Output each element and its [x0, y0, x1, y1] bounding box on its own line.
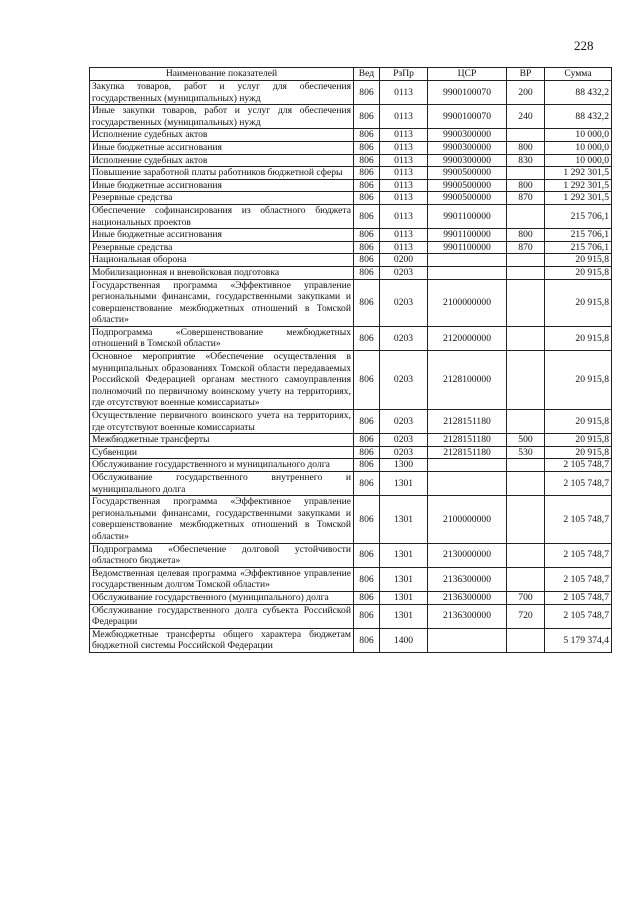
cell-rzpr: 0203 — [380, 266, 428, 279]
header-csr: ЦСР — [428, 68, 507, 81]
table-row — [90, 254, 612, 267]
cell-vr — [507, 410, 545, 434]
cell-rzpr: 0113 — [380, 154, 428, 167]
cell-csr: 2136300000 — [428, 604, 507, 628]
cell-sum: 20 915,8 — [545, 434, 612, 447]
cell-sum: 1 292 301,5 — [545, 192, 612, 205]
cell-sum: 20 915,8 — [545, 326, 612, 350]
cell-csr: 2136300000 — [428, 591, 507, 604]
header-row — [90, 68, 612, 81]
cell-sum: 20 915,8 — [545, 254, 612, 267]
cell-name: Иные бюджетные ассигнования — [90, 179, 354, 192]
cell-vr: 830 — [507, 154, 545, 167]
cell-rzpr: 1400 — [380, 628, 428, 652]
cell-csr — [428, 472, 507, 496]
cell-name: Обслуживание государственного и муниципального долга — [90, 459, 354, 472]
cell-sum: 2 105 748,7 — [545, 496, 612, 543]
cell-sum: 20 915,8 — [545, 266, 612, 279]
cell-rzpr: 0113 — [380, 105, 428, 129]
cell-sum: 215 706,1 — [545, 229, 612, 242]
cell-vr — [507, 279, 545, 326]
cell-ved: 806 — [354, 543, 380, 567]
table-row — [90, 434, 612, 447]
cell-sum: 10 000,0 — [545, 154, 612, 167]
cell-ved: 806 — [354, 410, 380, 434]
cell-csr: 2100000000 — [428, 496, 507, 543]
cell-csr: 2128151180 — [428, 434, 507, 447]
table-header — [90, 68, 612, 81]
cell-vr — [507, 167, 545, 180]
table-row — [90, 204, 612, 228]
cell-csr: 9900100070 — [428, 105, 507, 129]
cell-rzpr: 0113 — [380, 204, 428, 228]
cell-rzpr: 0113 — [380, 81, 428, 105]
cell-name: Ведомственная целевая программа «Эффективное управление государственным долгом Томской области» — [90, 567, 354, 591]
cell-sum: 2 105 748,7 — [545, 591, 612, 604]
cell-rzpr: 0113 — [380, 192, 428, 205]
cell-vr: 800 — [507, 229, 545, 242]
cell-sum: 2 105 748,7 — [545, 604, 612, 628]
cell-name: Межбюджетные трансферты общего характера бюджетам бюджетной системы Российской Федерации — [90, 628, 354, 652]
cell-vr — [507, 266, 545, 279]
cell-sum: 1 292 301,5 — [545, 167, 612, 180]
cell-vr — [507, 459, 545, 472]
cell-name: Обеспечение софинансирования из областного бюджета национальных проектов — [90, 204, 354, 228]
cell-csr — [428, 266, 507, 279]
table-row — [90, 472, 612, 496]
cell-ved: 806 — [354, 446, 380, 459]
cell-rzpr: 0113 — [380, 141, 428, 154]
cell-ved: 806 — [354, 434, 380, 447]
cell-rzpr: 0203 — [380, 326, 428, 350]
cell-ved: 806 — [354, 472, 380, 496]
cell-ved: 806 — [354, 591, 380, 604]
cell-name: Иные закупки товаров, работ и услуг для обеспечения государственных (муниципальных) нужд — [90, 105, 354, 129]
table-row — [90, 326, 612, 350]
cell-name: Повышение заработной платы работников бюджетной сферы — [90, 167, 354, 180]
cell-rzpr: 1301 — [380, 604, 428, 628]
cell-rzpr: 1301 — [380, 472, 428, 496]
cell-vr — [507, 204, 545, 228]
cell-sum: 88 432,2 — [545, 105, 612, 129]
cell-vr — [507, 567, 545, 591]
cell-rzpr: 0203 — [380, 434, 428, 447]
cell-name: Межбюджетные трансферты — [90, 434, 354, 447]
cell-rzpr: 1300 — [380, 459, 428, 472]
table-row — [90, 543, 612, 567]
table-row — [90, 567, 612, 591]
cell-sum: 2 105 748,7 — [545, 567, 612, 591]
cell-csr: 2128100000 — [428, 351, 507, 410]
header-name: Наименование показателей — [90, 68, 354, 81]
table-row — [90, 266, 612, 279]
cell-vr — [507, 129, 545, 142]
cell-ved: 806 — [354, 192, 380, 205]
cell-csr: 9901100000 — [428, 229, 507, 242]
cell-name: Осуществление первичного воинского учета на территориях, где отсутствуют военные комиссариаты — [90, 410, 354, 434]
cell-rzpr: 0113 — [380, 129, 428, 142]
cell-name: Резервные средства — [90, 241, 354, 254]
cell-ved: 806 — [354, 326, 380, 350]
header-rzpr: РзПр — [380, 68, 428, 81]
cell-sum: 20 915,8 — [545, 351, 612, 410]
table-row — [90, 591, 612, 604]
table-row — [90, 81, 612, 105]
table-row — [90, 154, 612, 167]
cell-name: Основное мероприятие «Обеспечение осуществления в муниципальных образованиях Томской области передаваемых Российской Федерацией органам местного самоуправления полномочий по первичному воинскому учету на территориях, где отсутствуют военные комиссариаты» — [90, 351, 354, 410]
cell-rzpr: 1301 — [380, 496, 428, 543]
cell-sum: 2 105 748,7 — [545, 472, 612, 496]
cell-rzpr: 0113 — [380, 179, 428, 192]
cell-ved: 806 — [354, 204, 380, 228]
cell-ved: 806 — [354, 179, 380, 192]
cell-rzpr: 1301 — [380, 543, 428, 567]
cell-sum: 20 915,8 — [545, 446, 612, 459]
cell-name: Подпрограмма «Совершенствование межбюджетных отношений в Томской области» — [90, 326, 354, 350]
cell-vr — [507, 326, 545, 350]
cell-name: Обслуживание государственного (муниципального) долга — [90, 591, 354, 604]
table-row — [90, 496, 612, 543]
cell-csr: 9900100070 — [428, 81, 507, 105]
cell-csr: 2136300000 — [428, 567, 507, 591]
cell-name: Обслуживание государственного внутреннего и муниципального долга — [90, 472, 354, 496]
table-row — [90, 229, 612, 242]
cell-csr: 2120000000 — [428, 326, 507, 350]
cell-vr: 700 — [507, 591, 545, 604]
cell-csr: 2130000000 — [428, 543, 507, 567]
cell-csr: 9900300000 — [428, 154, 507, 167]
cell-vr: 720 — [507, 604, 545, 628]
cell-sum: 20 915,8 — [545, 410, 612, 434]
table-row — [90, 167, 612, 180]
cell-sum: 10 000,0 — [545, 129, 612, 142]
table-row — [90, 192, 612, 205]
cell-rzpr: 0203 — [380, 410, 428, 434]
cell-sum: 215 706,1 — [545, 241, 612, 254]
cell-vr: 200 — [507, 81, 545, 105]
cell-name: Подпрограмма «Обеспечение долговой устойчивости областного бюджета» — [90, 543, 354, 567]
cell-sum: 10 000,0 — [545, 141, 612, 154]
budget-table — [89, 67, 612, 653]
header-ved: Вед — [354, 68, 380, 81]
cell-rzpr: 0113 — [380, 241, 428, 254]
table-row — [90, 410, 612, 434]
cell-vr — [507, 351, 545, 410]
cell-csr: 9901100000 — [428, 241, 507, 254]
cell-vr: 870 — [507, 241, 545, 254]
header-vr: ВР — [507, 68, 545, 81]
cell-ved: 806 — [354, 628, 380, 652]
cell-vr — [507, 543, 545, 567]
cell-sum: 2 105 748,7 — [545, 459, 612, 472]
cell-name: Субвенции — [90, 446, 354, 459]
cell-ved: 806 — [354, 351, 380, 410]
cell-vr — [507, 628, 545, 652]
table-row — [90, 459, 612, 472]
cell-ved: 806 — [354, 229, 380, 242]
cell-name: Закупка товаров, работ и услуг для обеспечения государственных (муниципальных) нужд — [90, 81, 354, 105]
cell-ved: 806 — [354, 604, 380, 628]
table-row — [90, 279, 612, 326]
cell-name: Государственная программа «Эффективное управление региональными финансами, государственными закупками и совершенствование межбюджетных отношений в Томской области» — [90, 279, 354, 326]
cell-ved: 806 — [354, 81, 380, 105]
cell-vr: 240 — [507, 105, 545, 129]
cell-name: Государственная программа «Эффективное управление региональными финансами, государственными закупками и совершенствование межбюджетных отношений в Томской области» — [90, 496, 354, 543]
cell-name: Иные бюджетные ассигнования — [90, 141, 354, 154]
cell-vr: 800 — [507, 141, 545, 154]
cell-ved: 806 — [354, 279, 380, 326]
cell-rzpr: 1301 — [380, 567, 428, 591]
cell-vr — [507, 254, 545, 267]
cell-csr: 9900500000 — [428, 192, 507, 205]
cell-csr: 9900300000 — [428, 141, 507, 154]
cell-rzpr: 0113 — [380, 229, 428, 242]
cell-vr: 800 — [507, 179, 545, 192]
table-row — [90, 351, 612, 410]
cell-csr: 2100000000 — [428, 279, 507, 326]
cell-vr: 530 — [507, 446, 545, 459]
cell-sum: 2 105 748,7 — [545, 543, 612, 567]
page-number: 228 — [574, 38, 594, 53]
cell-csr: 2128151180 — [428, 446, 507, 459]
cell-rzpr: 0203 — [380, 351, 428, 410]
cell-ved: 806 — [354, 496, 380, 543]
cell-ved: 806 — [354, 154, 380, 167]
cell-name: Обслуживание государственного долга субъекта Российской Федерации — [90, 604, 354, 628]
cell-ved: 806 — [354, 141, 380, 154]
cell-name: Мобилизационная и вневойсковая подготовка — [90, 266, 354, 279]
cell-csr — [428, 628, 507, 652]
table-body — [90, 81, 612, 653]
cell-ved: 806 — [354, 167, 380, 180]
cell-csr: 9900300000 — [428, 129, 507, 142]
table-row — [90, 628, 612, 652]
cell-vr: 500 — [507, 434, 545, 447]
cell-sum: 20 915,8 — [545, 279, 612, 326]
cell-csr: 2128151180 — [428, 410, 507, 434]
cell-vr — [507, 472, 545, 496]
cell-csr: 9900500000 — [428, 167, 507, 180]
header-sum: Сумма — [545, 68, 612, 81]
table-row — [90, 604, 612, 628]
cell-name: Иные бюджетные ассигнования — [90, 229, 354, 242]
cell-csr — [428, 459, 507, 472]
cell-sum: 88 432,2 — [545, 81, 612, 105]
cell-csr — [428, 254, 507, 267]
table-row — [90, 179, 612, 192]
cell-ved: 806 — [354, 254, 380, 267]
cell-ved: 806 — [354, 266, 380, 279]
table-row — [90, 141, 612, 154]
table-row — [90, 446, 612, 459]
cell-ved: 806 — [354, 105, 380, 129]
cell-name: Исполнение судебных актов — [90, 154, 354, 167]
table-row — [90, 105, 612, 129]
cell-vr: 870 — [507, 192, 545, 205]
cell-csr: 9900500000 — [428, 179, 507, 192]
cell-sum: 215 706,1 — [545, 204, 612, 228]
cell-sum: 5 179 374,4 — [545, 628, 612, 652]
cell-rzpr: 0200 — [380, 254, 428, 267]
table-row — [90, 129, 612, 142]
cell-ved: 806 — [354, 129, 380, 142]
cell-rzpr: 0113 — [380, 167, 428, 180]
cell-ved: 806 — [354, 567, 380, 591]
cell-vr — [507, 496, 545, 543]
cell-name: Резервные средства — [90, 192, 354, 205]
cell-ved: 806 — [354, 241, 380, 254]
cell-name: Исполнение судебных актов — [90, 129, 354, 142]
cell-rzpr: 1301 — [380, 591, 428, 604]
cell-sum: 1 292 301,5 — [545, 179, 612, 192]
cell-ved: 806 — [354, 459, 380, 472]
cell-rzpr: 0203 — [380, 279, 428, 326]
cell-name: Национальная оборона — [90, 254, 354, 267]
table-row — [90, 241, 612, 254]
cell-rzpr: 0203 — [380, 446, 428, 459]
cell-csr: 9901100000 — [428, 204, 507, 228]
